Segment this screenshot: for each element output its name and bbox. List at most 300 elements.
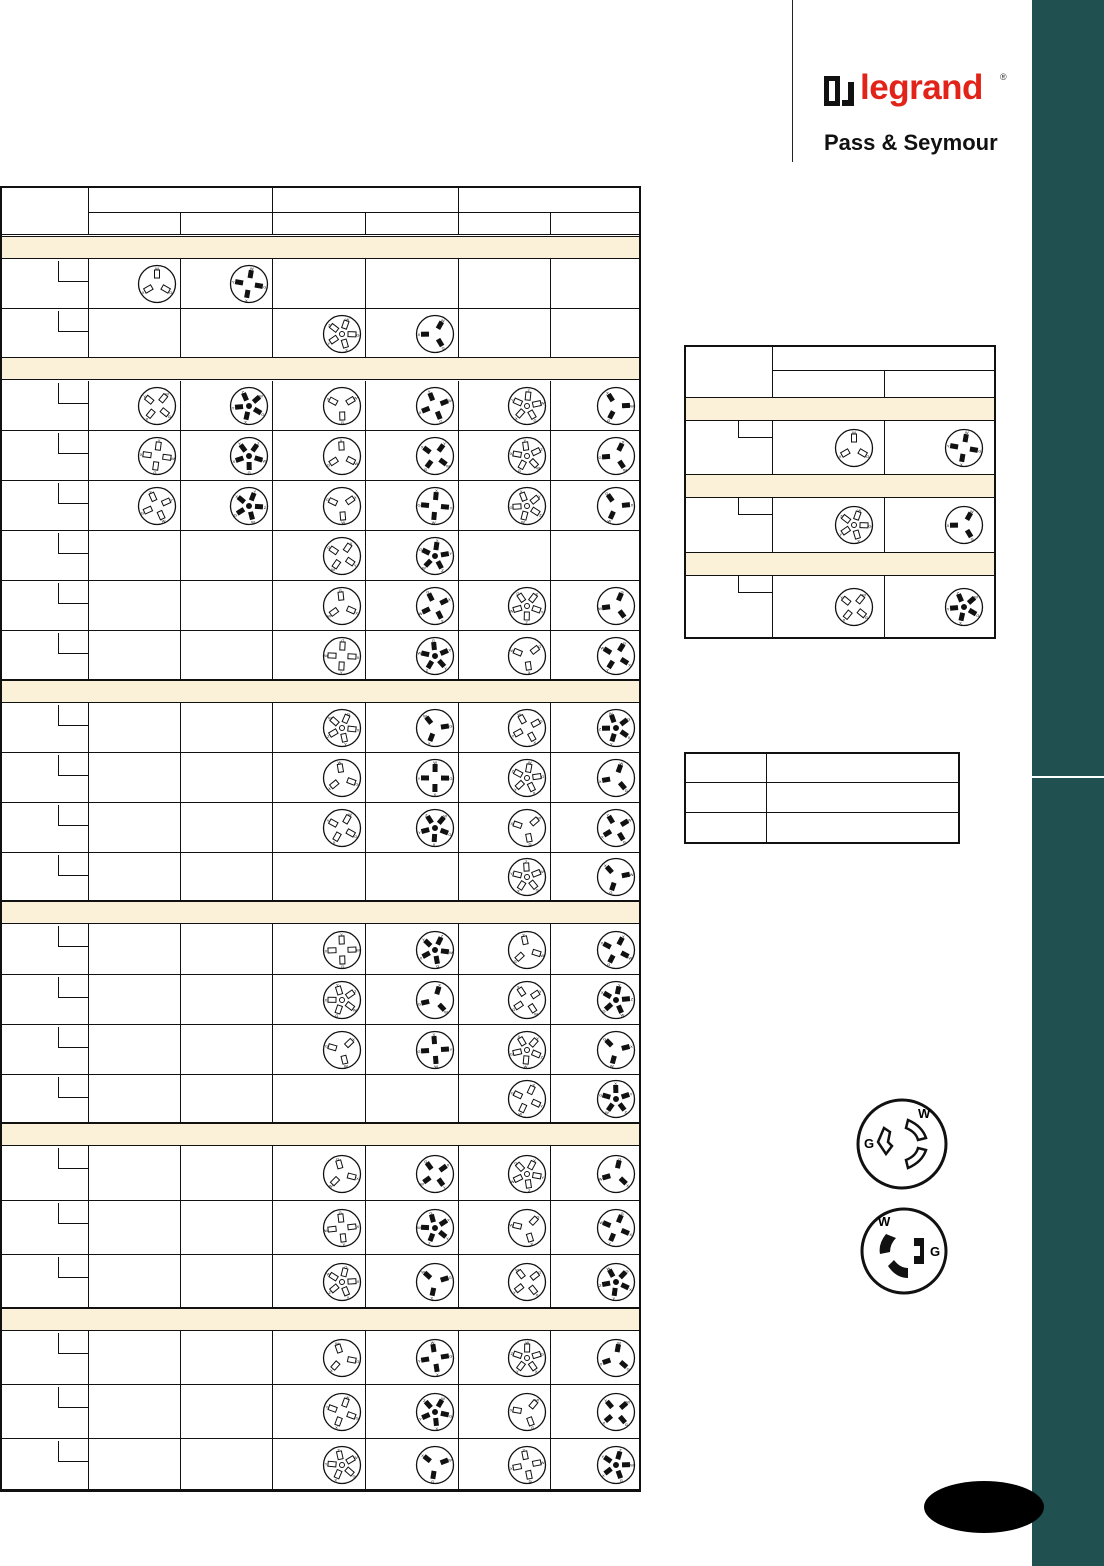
pin-letter: Y <box>231 279 235 285</box>
pin-letter: X <box>435 538 439 544</box>
row-rule <box>2 308 639 309</box>
tbl-step-mark-h <box>738 592 772 593</box>
column-divider <box>272 531 273 581</box>
pin-letter: G <box>449 723 453 729</box>
column-divider <box>458 309 459 358</box>
column-divider <box>88 481 89 531</box>
column-divider <box>550 481 551 531</box>
pin-letter: G <box>605 490 609 496</box>
device-face-diagram <box>596 1445 636 1490</box>
pin-letter: X <box>356 1175 359 1181</box>
row-step-mark-v <box>58 805 59 825</box>
device-face-diagram <box>596 586 636 631</box>
receptacle-face-icon <box>834 587 874 627</box>
receptacle-face-icon <box>507 1208 547 1248</box>
receptacle-face-icon <box>507 980 547 1020</box>
pin-letter: W <box>605 1110 609 1116</box>
pin-letter: G <box>978 448 982 454</box>
device-face-diagram <box>415 1030 455 1075</box>
plug-face-icon <box>944 428 984 468</box>
pin-letter: W <box>328 715 332 721</box>
pin-letter: W <box>608 710 613 716</box>
pin-letter: Y <box>608 1240 612 1246</box>
pin-letter: Y <box>840 594 843 600</box>
column-divider <box>365 975 366 1025</box>
pin-letter: X <box>599 1361 603 1367</box>
device-face-diagram <box>322 636 362 681</box>
tbl-step-mark-v <box>738 421 739 437</box>
device-face-diagram <box>322 536 362 581</box>
column-divider <box>365 1025 366 1075</box>
pin-letter: Y <box>449 551 453 557</box>
pin-letter: W <box>620 1012 625 1018</box>
receptacle-face-icon <box>322 1154 362 1194</box>
column-divider <box>365 803 366 853</box>
pin-letter: G <box>140 510 144 516</box>
receptacle-face-icon <box>322 1338 362 1378</box>
pin-letter: W <box>510 647 515 653</box>
column-divider <box>88 1146 89 1201</box>
pin-letter: W <box>540 400 545 406</box>
row-step-mark-h <box>58 653 88 654</box>
column-divider <box>550 803 551 853</box>
pin-letter: W <box>623 467 627 473</box>
column-divider <box>88 703 89 753</box>
pin-letter: G <box>441 345 445 351</box>
column-divider <box>365 1439 366 1490</box>
device-face-diagram <box>229 386 269 431</box>
plug-face-icon <box>415 1392 455 1432</box>
plug-face-icon <box>415 486 455 526</box>
pin-letter: Y <box>538 493 541 499</box>
plug-face-icon <box>415 586 455 626</box>
column-divider <box>272 381 273 431</box>
pin-letter: Y <box>346 1294 350 1300</box>
pin-letter: W <box>609 1063 614 1069</box>
device-face-diagram <box>415 586 455 631</box>
pin-letter: G <box>417 1049 421 1055</box>
pin-letter: Y <box>419 1416 422 1422</box>
pin-letter: G <box>167 414 172 420</box>
receptacle-face-icon <box>507 857 547 897</box>
column-divider <box>458 531 459 581</box>
pin-letter: W <box>434 1063 439 1069</box>
pin-letter: Y <box>610 741 613 747</box>
column-divider <box>550 309 551 358</box>
device-face-diagram <box>322 1154 362 1199</box>
pin-letter: W <box>619 760 624 766</box>
device-face-diagram <box>415 314 455 359</box>
plug-face-icon <box>415 536 455 576</box>
receptacle-face-icon <box>322 536 362 576</box>
row-step-mark-v <box>58 433 59 453</box>
column-divider <box>180 381 181 431</box>
pin-letter: G <box>338 588 342 594</box>
pin-letter: W <box>334 1340 339 1346</box>
device-face-diagram <box>415 1445 455 1490</box>
pin-letter: X <box>510 820 514 826</box>
pin-letter: Z <box>524 859 528 865</box>
tbl-header-sub-divider <box>884 370 885 397</box>
row-step-mark-v <box>58 1077 59 1097</box>
row-rule <box>2 1438 639 1439</box>
column-divider <box>88 853 89 901</box>
row-step-mark-h <box>58 503 88 504</box>
pin-letter: G <box>424 1158 428 1164</box>
device-face-diagram <box>322 386 362 431</box>
receptacle-label-g: G <box>864 1136 875 1151</box>
column-divider <box>88 1075 89 1123</box>
device-face-diagram <box>322 980 362 1025</box>
pin-letter: G <box>539 718 543 724</box>
plug-face-icon <box>944 587 984 627</box>
pin-letter: W <box>423 713 427 719</box>
pin-letter: W <box>509 608 514 614</box>
pin-letter: W <box>535 1397 540 1403</box>
column-divider <box>180 531 181 581</box>
pin-letter: Z <box>528 1187 531 1193</box>
pin-letter: X <box>624 616 627 622</box>
pin-letter: X <box>419 955 423 961</box>
column-divider <box>458 853 459 901</box>
pin-letter: W <box>852 429 856 435</box>
pin-letter: X <box>355 610 358 616</box>
pin-letter: W <box>857 507 862 513</box>
column-divider <box>458 381 459 431</box>
plug-face-icon <box>415 636 455 676</box>
row-step-mark-v <box>58 855 59 875</box>
device-face-diagram <box>596 1262 636 1307</box>
device-face-diagram <box>507 1445 547 1490</box>
configuration-table <box>0 186 641 1492</box>
receptacle-face-icon <box>322 386 362 426</box>
column-divider <box>88 381 89 431</box>
pin-letter: W <box>969 509 974 515</box>
column-divider <box>550 924 551 975</box>
plug-face-icon <box>596 930 636 970</box>
pin-letter: Z <box>956 589 959 595</box>
pin-letter: X <box>628 661 631 667</box>
header-sub-divider <box>180 212 181 234</box>
column-divider <box>272 259 273 309</box>
column-divider <box>88 753 89 803</box>
row-step-mark-h <box>58 553 88 554</box>
pin-letter: X <box>332 839 336 845</box>
row-step-mark-v <box>58 1027 59 1047</box>
pin-letter: X <box>435 488 438 494</box>
device-face-diagram <box>596 1392 636 1437</box>
pin-letter: Y <box>326 818 330 824</box>
device-face-diagram <box>507 930 547 975</box>
pin-letter: G <box>624 788 628 794</box>
column-divider <box>458 1439 459 1490</box>
section-band <box>2 236 639 259</box>
column-divider <box>365 1385 366 1439</box>
brand-name: legrand <box>860 68 983 107</box>
device-face-diagram <box>596 857 636 902</box>
pin-letter: Z <box>599 1282 602 1288</box>
plug-face-icon <box>596 1445 636 1485</box>
pin-letter: X <box>600 834 604 840</box>
pin-letter: G <box>436 963 440 969</box>
pin-letter: Z <box>525 619 528 625</box>
section-band <box>2 680 639 703</box>
device-face-diagram <box>596 808 636 853</box>
device-face-diagram <box>507 1262 547 1307</box>
column-divider <box>272 1146 273 1201</box>
pin-letter: X <box>244 297 248 303</box>
pin-letter: G <box>620 1211 624 1217</box>
pin-letter: W <box>630 1462 634 1468</box>
column-divider <box>272 481 273 531</box>
column-divider <box>180 259 181 309</box>
column-divider <box>180 581 181 631</box>
receptacle-face-icon <box>834 428 874 468</box>
row-step-mark-h <box>58 1407 88 1408</box>
pin-letter: W <box>353 1454 358 1460</box>
pin-letter: W <box>343 1063 348 1069</box>
pin-letter: G <box>355 1415 359 1421</box>
pin-letter: Z <box>441 568 444 574</box>
row-step-mark-h <box>58 997 88 998</box>
pin-letter: Y <box>516 1368 519 1374</box>
pin-letter: X <box>232 459 236 465</box>
receptacle-face-icon <box>322 808 362 848</box>
pin-letter: X <box>335 1425 338 1431</box>
pin-letter: X <box>356 727 360 733</box>
plug-face-icon <box>415 1338 455 1378</box>
receptacle-face-icon <box>322 586 362 626</box>
column-divider <box>88 581 89 631</box>
plug-face-icon <box>596 436 636 476</box>
column-divider <box>88 1439 89 1490</box>
tbl-step-mark-v <box>738 576 739 592</box>
device-face-diagram <box>596 1030 636 1075</box>
pin-letter: G <box>344 1263 348 1269</box>
pin-letter: X <box>432 841 436 847</box>
pin-letter: G <box>341 637 345 643</box>
device-face-diagram <box>415 930 455 975</box>
pin-letter: G <box>431 637 436 643</box>
pin-letter: Y <box>327 340 331 346</box>
device-face-diagram <box>415 486 455 531</box>
pin-letter: X <box>141 290 145 295</box>
pin-letter: W <box>599 1219 604 1225</box>
row-step-mark-v <box>58 583 59 603</box>
pin-letter: G <box>618 1155 622 1161</box>
column-divider <box>458 1201 459 1255</box>
column-divider <box>365 1146 366 1201</box>
pin-letter: W <box>521 519 525 525</box>
column-divider <box>550 1146 551 1201</box>
plug-face-icon <box>596 386 636 426</box>
plug-face-icon <box>415 1208 455 1248</box>
pin-letter: W <box>440 317 445 323</box>
row-step-mark-v <box>58 926 59 946</box>
receptacle-face-icon <box>322 486 362 526</box>
pin-letter: G <box>607 418 611 424</box>
plug-face-icon <box>596 1262 636 1302</box>
pin-letter: G <box>356 1359 360 1365</box>
pin-letter: X <box>604 863 607 869</box>
pin-letter: W <box>356 946 360 952</box>
pin-letter: Y <box>629 1091 633 1097</box>
device-face-diagram <box>507 808 547 853</box>
brand-logo <box>824 68 1014 162</box>
pin-letter: W <box>448 949 453 955</box>
device-face-diagram <box>415 808 455 853</box>
pin-letter: Z <box>337 1446 340 1452</box>
column-divider <box>180 1075 181 1123</box>
receptacle-face-icon <box>834 505 874 545</box>
column-divider <box>365 753 366 803</box>
receptacle-face-icon <box>322 314 362 354</box>
pin-letter: X <box>614 1081 617 1087</box>
device-face-diagram <box>229 264 269 309</box>
pin-letter: X <box>421 1452 424 1458</box>
row-step-mark-v <box>58 533 59 553</box>
pin-letter: G <box>622 639 627 645</box>
row-step-mark-h <box>58 1223 88 1224</box>
pin-letter: G <box>512 1006 516 1012</box>
column-divider <box>272 924 273 975</box>
row-step-mark-h <box>58 1047 88 1048</box>
plug-face-icon <box>596 708 636 748</box>
pin-letter: Y <box>510 870 513 876</box>
column-divider <box>180 481 181 531</box>
column-divider <box>550 581 551 631</box>
device-face-diagram <box>834 505 874 550</box>
row-step-mark-h <box>58 281 88 282</box>
device-face-diagram <box>137 386 177 431</box>
pin-letter: X <box>857 538 860 544</box>
pin-letter: W <box>627 817 632 823</box>
device-face-diagram <box>507 436 547 481</box>
pin-letter: G <box>536 1214 540 1220</box>
pin-letter: Y <box>604 1397 607 1403</box>
device-face-diagram <box>596 1338 636 1383</box>
column-divider <box>365 481 366 531</box>
column-divider <box>550 381 551 431</box>
pin-letter: G <box>626 1366 630 1372</box>
column-divider <box>272 975 273 1025</box>
pin-letter: X <box>534 1369 538 1375</box>
pin-letter: W <box>354 461 359 467</box>
pin-letter: X <box>598 778 602 784</box>
pin-letter: Y <box>238 441 241 447</box>
pin-letter: X <box>432 1032 436 1038</box>
column-divider <box>458 1255 459 1308</box>
receptacle-face-icon <box>507 1030 547 1070</box>
receptacle-face-icon <box>322 1262 362 1302</box>
pin-letter: W <box>518 1111 523 1117</box>
plug-face-icon <box>415 808 455 848</box>
pin-letter: X <box>519 489 523 495</box>
row-step-mark-h <box>58 1353 88 1354</box>
device-face-diagram <box>596 636 636 681</box>
receptacle-face-icon <box>322 1208 362 1248</box>
row-step-mark-v <box>58 633 59 653</box>
device-face-diagram <box>322 1445 362 1490</box>
pin-letter: W <box>515 1266 520 1272</box>
pin-letter: W <box>533 1011 538 1017</box>
pin-letter: W <box>433 760 437 766</box>
pin-letter: X <box>630 502 634 508</box>
receptacle-face-icon <box>137 436 177 476</box>
pin-letter: W <box>523 1063 528 1069</box>
column-divider <box>88 531 89 581</box>
pin-letter: Y <box>443 1184 446 1190</box>
device-face-diagram <box>415 1392 455 1437</box>
column-divider <box>180 1025 181 1075</box>
row-step-mark-h <box>58 946 88 947</box>
row-rule <box>2 580 639 581</box>
pin-letter: Y <box>417 1358 421 1364</box>
column-divider <box>458 431 459 481</box>
device-face-diagram <box>596 708 636 753</box>
plug-face-icon <box>229 436 269 476</box>
receptacle-face-icon <box>322 1445 362 1485</box>
pin-letter: W <box>155 266 159 271</box>
pin-letter: X <box>436 1371 439 1377</box>
column-divider <box>365 531 366 581</box>
plug-face-icon <box>596 1338 636 1378</box>
column-divider <box>365 1331 366 1385</box>
device-face-diagram <box>507 486 547 531</box>
pin-letter: X <box>533 1157 536 1163</box>
small-tbl-rule <box>686 782 958 783</box>
column-divider <box>458 924 459 975</box>
pin-letter: X <box>535 591 539 597</box>
column-divider <box>88 1385 89 1439</box>
device-face-diagram <box>507 636 547 681</box>
column-divider <box>550 703 551 753</box>
device-face-diagram <box>507 386 547 431</box>
pin-letter: Y <box>417 775 421 781</box>
pin-letter: X <box>517 888 520 894</box>
pin-letter: G <box>354 833 358 839</box>
column-divider <box>180 924 181 975</box>
pin-letter: W <box>517 711 522 717</box>
pin-letter: X <box>602 1420 606 1426</box>
pin-letter: X <box>629 1286 632 1292</box>
pin-letter: Y <box>344 741 347 747</box>
pin-letter: G <box>607 961 611 967</box>
pin-letter: Y <box>418 830 421 836</box>
tbl-step-mark-h <box>738 514 772 515</box>
pin-letter: G <box>429 1210 433 1216</box>
column-divider <box>550 1075 551 1123</box>
pin-letter: Z <box>328 1289 331 1295</box>
column-divider <box>272 1385 273 1439</box>
pin-letter: W <box>341 519 346 525</box>
pin-letter: W <box>421 565 426 571</box>
pin-letter: G <box>352 1473 356 1479</box>
row-step-mark-v <box>58 483 59 503</box>
receptacle-face-icon <box>322 1392 362 1432</box>
device-face-diagram <box>322 758 362 803</box>
pin-letter: G <box>598 455 602 461</box>
pin-letter: G <box>355 781 359 787</box>
pin-letter: G <box>327 462 331 468</box>
pin-letter: Y <box>606 667 609 673</box>
column-divider <box>550 259 551 309</box>
device-face-diagram <box>415 980 455 1025</box>
header-group-divider <box>272 188 273 234</box>
row-step-mark-v <box>58 383 59 403</box>
column-divider <box>180 631 181 680</box>
device-face-diagram <box>944 587 984 632</box>
